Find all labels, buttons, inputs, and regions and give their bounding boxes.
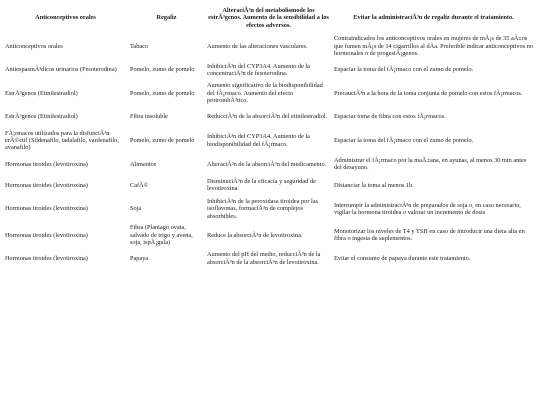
cell-recommendation: Contraindicados los anticonceptivos orales en mujeres de mÃ¡s de 35 aÃ±os que fumen mÃ¡s de 14 cigarrillos al dÃa. Preferible indicar anticonceptivos no hormonales o de progestÃ¡genos. bbox=[334, 35, 533, 58]
table-row bbox=[3, 80, 535, 106]
cell-drug: EstrÃ³genos (Etinilestradiol) bbox=[5, 113, 78, 121]
table-row bbox=[3, 128, 535, 154]
cell-food: Soja bbox=[130, 205, 142, 213]
cell-food: Pomelo, zumo de pomelo bbox=[130, 137, 195, 145]
cell-recommendation: Monotorizar los niveles de T4 y TSH en caso de introducir una dieta alta en fibra o ingesta de suplementos. bbox=[334, 227, 525, 243]
cell-drug: Hormonas tiroides (levotiroxina) bbox=[5, 205, 88, 213]
table-row bbox=[3, 248, 535, 269]
cell-effect: Aumento significativo de la biodisponibilidad del fÃ¡rmaco. Aumento del efecto protrombÃ³tico. bbox=[207, 82, 323, 105]
cell-drug: AntiespasmÃ³dicos urinarios (Fesoterodina) bbox=[5, 66, 117, 74]
cell-drug: Hormonas tiroides (levotiroxina) bbox=[5, 231, 88, 239]
cell-effect: ReducciÃ³n de la absorciÃ³n del etinilestradiol. bbox=[207, 113, 328, 121]
header-effect: AlteraciÃ³n del metabolismode los estrÃ³genos. Aumento de la sensibilidad a los efectos adversos. bbox=[208, 7, 329, 29]
cell-effect: Reduce la absorciÃ³n de levotiroxina. bbox=[207, 231, 303, 239]
cell-effect: AlteraciÃ³n de la absorciÃ³n del medicamento. bbox=[207, 160, 327, 168]
cell-drug: Hormonas tiroides (levotiroxina) bbox=[5, 255, 88, 263]
cell-recommendation: Evitar el consumo de papaya durante este tratamiento. bbox=[334, 255, 471, 263]
cell-food: Papaya bbox=[130, 255, 149, 263]
cell-effect: DisminuciÃ³n de la eficacia y seguridad de levotiroxina. bbox=[207, 177, 316, 193]
cell-drug: Hormonas tiroides (levotiroxina) bbox=[5, 181, 88, 189]
table-header-row bbox=[3, 6, 535, 33]
cell-drug: Anticonceptivos orales bbox=[5, 42, 63, 50]
cell-food: Tabaco bbox=[130, 42, 149, 50]
cell-recommendation: Interrumpir la administraciÃ³n de preparados de soja o, en caso necesario, vigilar la hormona tiroidea o valorar un incremento de dosis bbox=[334, 201, 521, 216]
cell-food: CafÃ© bbox=[130, 181, 149, 189]
cell-recommendation: Distanciar la toma al menos 1h. bbox=[334, 181, 414, 189]
table-row bbox=[3, 175, 535, 196]
cell-effect: Aumento de las alteraciones vasculares. bbox=[207, 42, 308, 50]
cell-food: Fibra (Plantago ovata, salvado de trigo y avena, soja, ispÃ¡gula) bbox=[130, 224, 193, 246]
cell-recommendation: PrecauciÃ³n a la hora de la toma conjunta de pomelo con estos fÃ¡rmacos. bbox=[334, 89, 523, 97]
cell-food: Pomelo, zumo de pomelo bbox=[130, 66, 195, 74]
header-recommendation: Evitar la administraciÃ³n de regaliz durante el tratamiento. bbox=[353, 14, 514, 22]
cell-food: Pomelo, zumo de pomelo bbox=[130, 89, 195, 97]
table-row bbox=[3, 107, 535, 128]
header-food: Regaliz bbox=[156, 14, 177, 22]
interactions-table bbox=[3, 6, 535, 269]
cell-effect: InhibiciÃ³n del CYP3A4. Aumento de la biodisponibilidad del fÃ¡rmaco. bbox=[207, 133, 310, 148]
cell-effect: Aumento del pH del medio, reducciÃ³n de la absorciÃ³n de la absorciÃ³n de levotiroxina. bbox=[207, 251, 321, 266]
cell-effect: InhibiciÃ³n del CYP3A4. Aumento de la concentraciÃ³n de fesoterodina. bbox=[207, 62, 310, 77]
cell-recommendation: Espaciar la toma del fÃ¡rmaco con el zumo de pomelo. bbox=[334, 137, 474, 145]
table-row bbox=[3, 59, 535, 80]
table-row bbox=[3, 33, 535, 59]
cell-food: Alimentos bbox=[130, 160, 157, 168]
cell-drug: EstrÃ³genos (Etinilestradiol) bbox=[5, 89, 78, 97]
cell-food: Fibra insoluble bbox=[130, 113, 168, 121]
cell-recommendation: Espaciar toma de fibra con estos fÃ¡rmacos. bbox=[334, 113, 446, 121]
cell-recommendation: Administrar el fÃ¡rmaco por la maÃ±ana, en ayunas, al menos 30 min antes del desayuno. bbox=[334, 156, 527, 172]
cell-effect: InhibiciÃ³n de la peroxidasa tiroidea por las isoflavonas, formaciÃ³n de complejos absorbibles. bbox=[207, 197, 318, 220]
header-drug: Anticonceptivos orales bbox=[35, 14, 96, 22]
table-row bbox=[3, 196, 535, 222]
table-row bbox=[3, 154, 535, 175]
cell-drug: FÃ¡rmacos utilizados para la disfunciÃ³n erÃ©ctil (Sildenafilo, tadalafilo, vardenafilo, avanafilo) bbox=[5, 129, 119, 152]
table-row bbox=[3, 222, 535, 248]
cell-drug: Hormonas tiroides (levotiroxina) bbox=[5, 160, 88, 168]
cell-recommendation: Espaciar la toma del fÃ¡rmaco con el zumo de pomelo. bbox=[334, 66, 474, 74]
